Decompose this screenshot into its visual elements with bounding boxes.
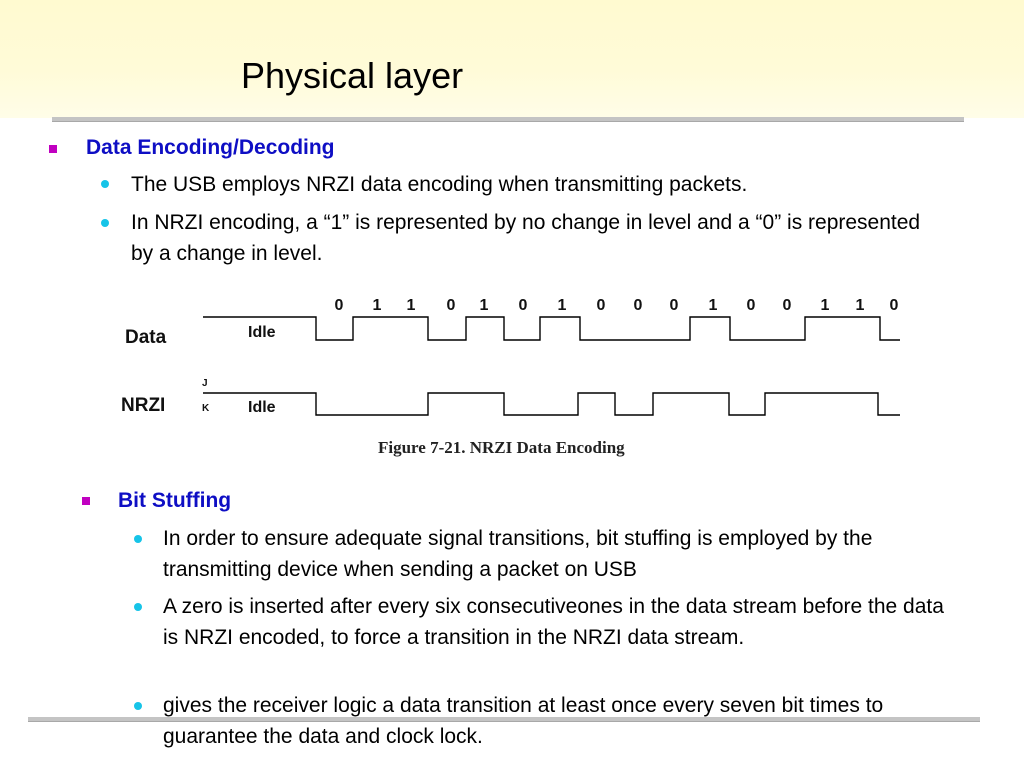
- k-level-label: K: [202, 403, 210, 414]
- bullet-dot-icon: [134, 603, 142, 611]
- data-label: Data: [125, 327, 167, 348]
- bit-label: 0: [746, 297, 756, 314]
- bit-label: 0: [669, 297, 679, 314]
- bit-label: 0: [596, 297, 606, 314]
- section-heading-bit-stuffing: Bit Stuffing: [118, 489, 232, 512]
- idle-label-nrzi: Idle: [248, 399, 276, 416]
- bit-label: 0: [633, 297, 643, 314]
- nrzi-waveform: [203, 393, 900, 415]
- slide-title: Physical layer: [241, 55, 464, 96]
- section-bullet-icon: [82, 497, 90, 505]
- data-waveform: [203, 317, 900, 340]
- bullet-dot-icon: [101, 180, 109, 188]
- bit-label: 1: [855, 297, 865, 314]
- bit-label: 0: [334, 297, 344, 314]
- title-divider: [52, 117, 964, 122]
- footer-divider: [28, 717, 980, 722]
- bullet-dot-icon: [134, 702, 142, 710]
- bit-label: 0: [518, 297, 528, 314]
- section-bullet-icon: [49, 145, 57, 153]
- bullet-text: The USB employs NRZI data encoding when transmitting packets.: [131, 173, 748, 196]
- bit-label: 0: [889, 297, 899, 314]
- figure-caption: Figure 7-21. NRZI Data Encoding: [378, 438, 625, 457]
- bit-label: 1: [708, 297, 718, 314]
- bit-label: 1: [820, 297, 830, 314]
- bullet-dot-icon: [134, 535, 142, 543]
- bullet-dot-icon: [101, 219, 109, 227]
- bullet-text: gives the receiver logic a data transition at least once every seven bit times to guarantee the data and clock lock.: [163, 694, 884, 748]
- bit-label: 1: [406, 297, 416, 314]
- bit-label: 1: [479, 297, 489, 314]
- bit-label: 1: [557, 297, 567, 314]
- bullet-text: In NRZI encoding, a “1” is represented by no change in level and a “0” is represented by a change in level.: [131, 211, 921, 265]
- nrzi-figure: [110, 285, 910, 465]
- bit-label: 0: [446, 297, 456, 314]
- bit-label: 1: [372, 297, 382, 314]
- nrzi-label: NRZI: [121, 395, 166, 416]
- title-band: [0, 0, 1024, 118]
- bit-label: 0: [782, 297, 792, 314]
- section-heading-encoding: Data Encoding/Decoding: [86, 136, 335, 159]
- bullet-text: A zero is inserted after every six consecutiveones in the data stream before the data is NRZI encoded, to force a transition in the NRZI data stream.: [163, 595, 944, 649]
- bullet-text: In order to ensure adequate signal transitions, bit stuffing is employed by the transmitting device when sending a packet on USB: [163, 527, 873, 581]
- idle-label-data: Idle: [248, 324, 276, 341]
- j-level-label: J: [202, 378, 208, 389]
